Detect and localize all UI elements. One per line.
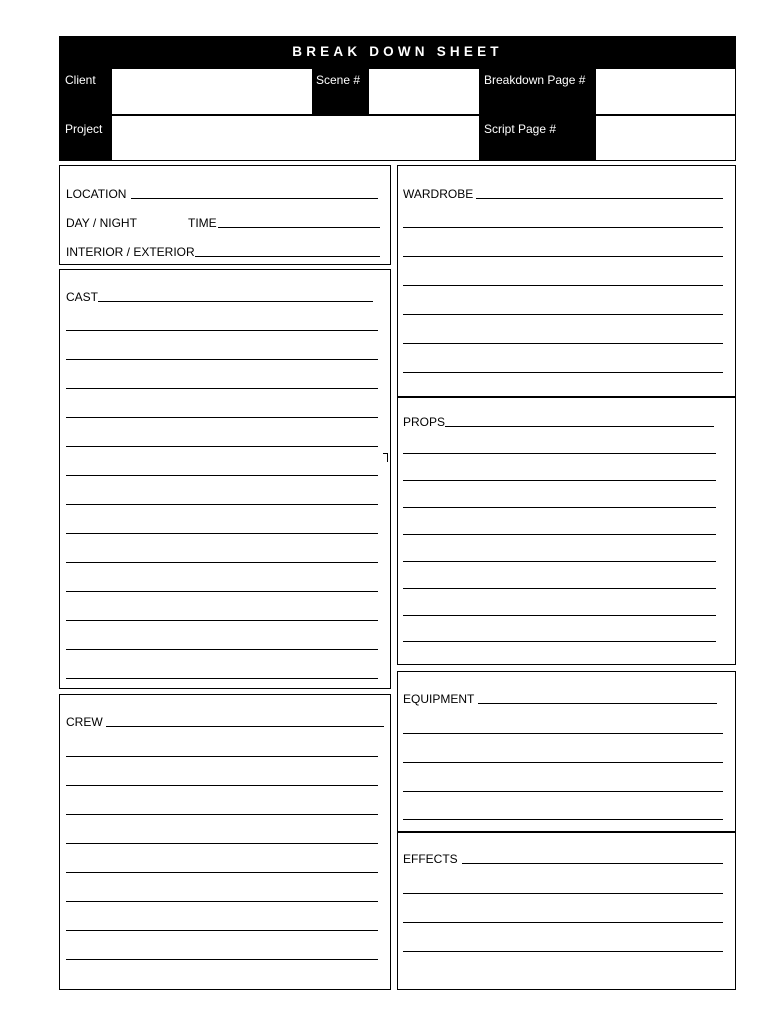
cast-rule[interactable] bbox=[66, 591, 378, 592]
time-label: TIME bbox=[188, 216, 217, 230]
cast-rule[interactable] bbox=[66, 475, 378, 476]
wardrobe-rule[interactable] bbox=[403, 227, 723, 228]
scene-field[interactable] bbox=[369, 69, 479, 114]
cast-rule[interactable] bbox=[66, 620, 378, 621]
crew-line[interactable] bbox=[106, 726, 384, 727]
client-field[interactable] bbox=[112, 69, 312, 114]
props-rule[interactable] bbox=[403, 588, 716, 589]
crew-rule[interactable] bbox=[66, 814, 378, 815]
equipment-effects-divider bbox=[397, 831, 736, 833]
wardrobe-props-box bbox=[397, 165, 736, 665]
wardrobe-rule[interactable] bbox=[403, 256, 723, 257]
equipment-rule[interactable] bbox=[403, 733, 723, 734]
props-rule[interactable] bbox=[403, 534, 716, 535]
scene-label: Scene # bbox=[312, 69, 369, 115]
cast-rule[interactable] bbox=[66, 533, 378, 534]
props-rule[interactable] bbox=[403, 453, 716, 454]
crew-rule[interactable] bbox=[66, 785, 378, 786]
location-label: LOCATION bbox=[66, 187, 127, 201]
effects-rule[interactable] bbox=[403, 922, 723, 923]
wardrobe-rule[interactable] bbox=[403, 343, 723, 344]
equipment-label: EQUIPMENT bbox=[403, 692, 475, 706]
script-page-field[interactable] bbox=[596, 116, 735, 160]
time-line[interactable] bbox=[218, 227, 380, 228]
cast-rule[interactable] bbox=[66, 330, 378, 331]
cast-label: CAST bbox=[66, 290, 99, 304]
day-night-label: DAY / NIGHT bbox=[66, 216, 137, 230]
props-rule[interactable] bbox=[403, 507, 716, 508]
crew-rule[interactable] bbox=[66, 843, 378, 844]
props-rule[interactable] bbox=[403, 615, 716, 616]
script-page-label: Script Page # bbox=[479, 115, 596, 161]
crew-box bbox=[59, 694, 391, 990]
props-line[interactable] bbox=[443, 426, 714, 427]
effects-rule[interactable] bbox=[403, 951, 723, 952]
breakdown-page-label: Breakdown Page # bbox=[479, 69, 596, 115]
cast-line[interactable] bbox=[98, 301, 373, 302]
project-label: Project bbox=[59, 115, 112, 161]
wardrobe-line[interactable] bbox=[476, 198, 723, 199]
cast-rule[interactable] bbox=[66, 504, 378, 505]
wardrobe-rule[interactable] bbox=[403, 285, 723, 286]
int-ext-label: INTERIOR / EXTERIOR bbox=[66, 245, 195, 259]
cast-rule[interactable] bbox=[66, 359, 378, 360]
crew-rule[interactable] bbox=[66, 959, 378, 960]
effects-line[interactable] bbox=[462, 863, 723, 864]
equipment-rule[interactable] bbox=[403, 791, 723, 792]
props-label: PROPS bbox=[403, 415, 446, 429]
equipment-rule[interactable] bbox=[403, 819, 723, 820]
wardrobe-props-divider bbox=[397, 396, 736, 398]
project-field[interactable] bbox=[112, 116, 479, 160]
cast-box bbox=[59, 269, 391, 689]
cast-rule[interactable] bbox=[66, 446, 378, 447]
breakdown-page-field[interactable] bbox=[596, 69, 735, 114]
int-ext-line[interactable] bbox=[194, 256, 380, 257]
equipment-line[interactable] bbox=[478, 703, 717, 704]
cast-rule[interactable] bbox=[66, 562, 378, 563]
cast-rule[interactable] bbox=[66, 649, 378, 650]
wardrobe-rule[interactable] bbox=[403, 314, 723, 315]
crew-rule[interactable] bbox=[66, 930, 378, 931]
props-rule[interactable] bbox=[403, 480, 716, 481]
wardrobe-rule[interactable] bbox=[403, 372, 723, 373]
cast-rule[interactable] bbox=[66, 388, 378, 389]
cast-rule[interactable] bbox=[66, 417, 378, 418]
stray-mark bbox=[383, 453, 388, 462]
props-rule[interactable] bbox=[403, 561, 716, 562]
effects-label: EFFECTS bbox=[403, 852, 458, 866]
client-label: Client bbox=[59, 69, 112, 115]
page-title: BREAK DOWN SHEET bbox=[59, 36, 736, 69]
props-rule[interactable] bbox=[403, 641, 716, 642]
crew-rule[interactable] bbox=[66, 901, 378, 902]
equipment-rule[interactable] bbox=[403, 762, 723, 763]
crew-rule[interactable] bbox=[66, 756, 378, 757]
crew-rule[interactable] bbox=[66, 872, 378, 873]
cast-rule[interactable] bbox=[66, 678, 378, 679]
crew-label: CREW bbox=[66, 715, 103, 729]
location-line[interactable] bbox=[131, 198, 378, 199]
wardrobe-label: WARDROBE bbox=[403, 187, 474, 201]
effects-rule[interactable] bbox=[403, 893, 723, 894]
